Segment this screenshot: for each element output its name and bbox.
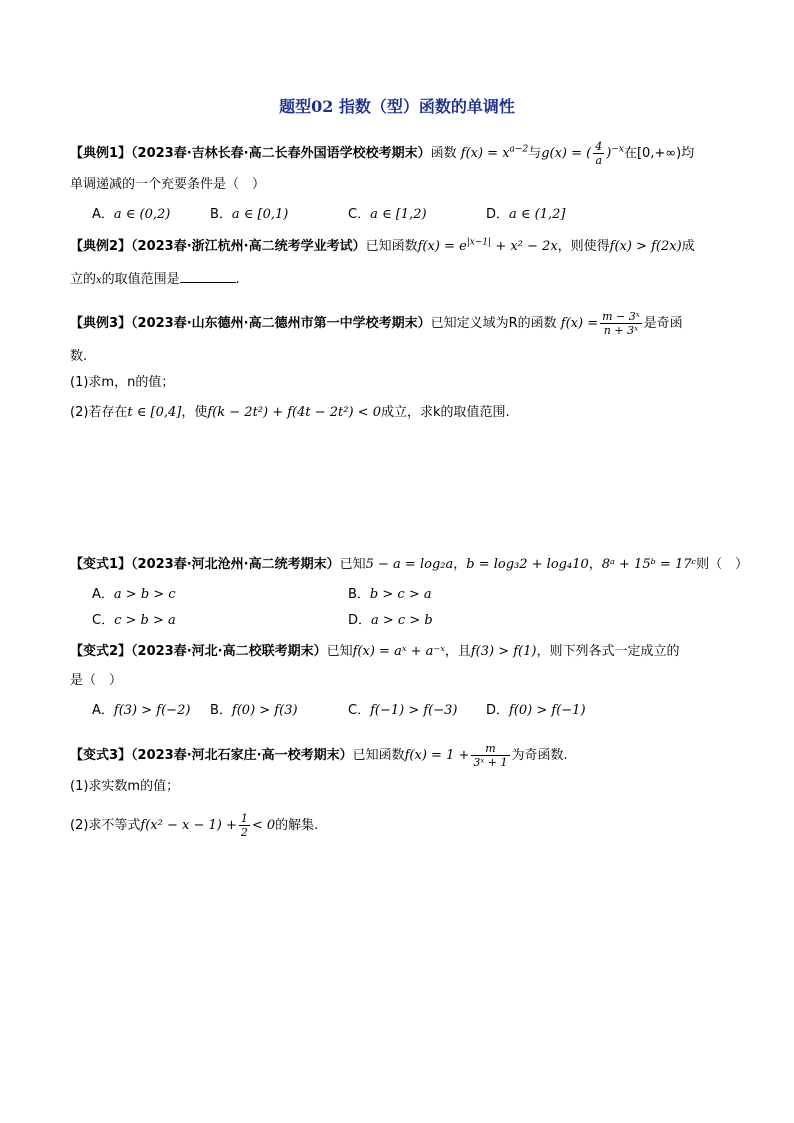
variant-1-pre: 已知 bbox=[339, 557, 366, 572]
variant-3-label: 【变式3】 bbox=[70, 748, 132, 763]
example-2-label: 【典例2】 bbox=[70, 239, 132, 254]
variant-1-label: 【变式1】 bbox=[70, 557, 132, 572]
option-text: f(3) > f(−2) bbox=[113, 703, 191, 718]
example-3-question-1: (1)求m，n的值； bbox=[70, 375, 175, 390]
variant-3-q2-den: 2 bbox=[240, 826, 248, 839]
variant-1-option-c bbox=[92, 612, 176, 630]
example-2-f: f(x) = e bbox=[417, 239, 467, 254]
variant-2-option-c bbox=[348, 702, 457, 720]
example-1-line-2: 单调递减的一个充要条件是（ ） bbox=[70, 177, 266, 192]
variant-1-eq-2: b = log₃2 + log₄10 bbox=[466, 557, 589, 572]
example-2-line2-post: 的取值范围是 bbox=[101, 272, 180, 287]
example-3-label: 【典例3】 bbox=[70, 316, 132, 331]
variant-3-q2-pre: (2)求不等式 bbox=[70, 818, 141, 833]
variant-3-pre: 已知函数 bbox=[352, 748, 405, 763]
example-1-g-exp: −x bbox=[611, 144, 624, 155]
example-2-mid: ，则使得 bbox=[557, 239, 610, 254]
variant-2-pre: 已知 bbox=[326, 644, 353, 659]
example-3-question-2 bbox=[70, 404, 510, 422]
option-text: b > c > a bbox=[369, 587, 432, 602]
variant-3-tail: 为奇函数. bbox=[511, 748, 568, 763]
option-letter: D． bbox=[486, 207, 510, 222]
variant-3-fraction bbox=[471, 742, 509, 769]
variant-2-line-1 bbox=[70, 643, 679, 661]
option-text: a ∈ [1,2) bbox=[370, 207, 427, 222]
example-3-source: （2023春·山东德州·高二德州市第一中学校考期末） bbox=[131, 316, 431, 331]
variant-1-tail: 则（ ） bbox=[696, 557, 749, 572]
variant-3-q2-num: 1 bbox=[240, 812, 248, 825]
example-2-f-exp: |x−1| bbox=[466, 237, 492, 248]
example-3-line-1 bbox=[70, 310, 683, 337]
variant-3-line-1 bbox=[70, 742, 568, 769]
example-1-tail: 在[0,+∞)均 bbox=[623, 146, 695, 161]
example-3-q2-tail: 成立，求k的取值范围. bbox=[380, 405, 510, 420]
example-3-f: f(x) = bbox=[560, 316, 599, 331]
example-3-line-2: 数. bbox=[70, 349, 88, 364]
option-text: c > b > a bbox=[114, 613, 176, 628]
example-3-tail: 是奇函 bbox=[643, 316, 683, 331]
example-2-source: （2023春·浙江杭州·高二统考学业考试） bbox=[131, 239, 366, 254]
variant-2-tail: ，则下列各式一定成立的 bbox=[536, 644, 680, 659]
example-1-g-num: 4 bbox=[595, 140, 603, 153]
example-1-option-d bbox=[486, 206, 565, 224]
option-letter: A． bbox=[92, 207, 114, 222]
example-2-var: x bbox=[96, 275, 102, 286]
example-2-pre: 已知函数 bbox=[365, 239, 418, 254]
variant-1-sep-2: ， bbox=[588, 557, 602, 572]
example-1-mid: 与 bbox=[528, 146, 542, 161]
example-1-g-den: a bbox=[593, 153, 604, 167]
example-2-ineq: f(x) > f(2x) bbox=[609, 239, 682, 254]
variant-1-option-a bbox=[92, 586, 176, 604]
variant-1-option-b bbox=[348, 586, 432, 604]
example-3-q2-pre: (2)若存在 bbox=[70, 405, 128, 420]
variant-2-option-d bbox=[486, 702, 586, 720]
option-letter: C． bbox=[348, 207, 371, 222]
example-3-num: m − 3ˣ bbox=[602, 310, 640, 323]
variant-2-option-b bbox=[210, 702, 298, 720]
variant-3-question-2 bbox=[70, 812, 318, 839]
variant-1-option-d bbox=[348, 612, 433, 630]
example-2-line2-pre: 立的 bbox=[70, 272, 97, 287]
example-2-line-1 bbox=[70, 238, 695, 256]
option-letter: D． bbox=[348, 613, 372, 628]
variant-2-label: 【变式2】 bbox=[70, 644, 132, 659]
option-text: a ∈ [0,1) bbox=[231, 207, 289, 222]
variant-3-den: 3ˣ + 1 bbox=[473, 756, 508, 769]
example-1-source: （2023春·吉林长春·高二长春外国语学校校考期末） bbox=[131, 146, 431, 161]
example-1-pre: 函数 bbox=[430, 146, 457, 161]
option-letter: A． bbox=[92, 703, 114, 718]
example-3-fraction bbox=[600, 310, 642, 337]
variant-2-f: f(x) = aˣ + a⁻ˣ bbox=[352, 644, 445, 659]
option-letter: A． bbox=[92, 587, 114, 602]
option-letter: B． bbox=[210, 207, 232, 222]
variant-3-q2-expr: f(x² − x − 1) + bbox=[140, 818, 237, 833]
example-1-option-b bbox=[210, 206, 288, 224]
variant-1-eq-1: 5 − a = log₂a bbox=[365, 557, 454, 572]
example-1-option-c bbox=[348, 206, 427, 224]
variant-2-option-a bbox=[92, 702, 190, 720]
option-letter: C． bbox=[92, 613, 115, 628]
example-1-g-fraction bbox=[593, 140, 604, 167]
example-3-den: n + 3ˣ bbox=[600, 323, 642, 337]
option-letter: B． bbox=[210, 703, 232, 718]
variant-3-q2-fraction bbox=[239, 812, 250, 839]
example-3-q2-set: t ∈ [0,4] bbox=[127, 405, 182, 420]
answer-blank bbox=[180, 270, 236, 283]
variant-3-num: m bbox=[485, 742, 496, 755]
variant-1-line-1 bbox=[70, 556, 748, 574]
option-text: a ∈ (1,2] bbox=[509, 207, 566, 222]
option-text: a > c > b bbox=[371, 613, 433, 628]
variant-1-source: （2023春·河北沧州·高二统考期末） bbox=[131, 557, 340, 572]
variant-3-q2-tail: 的解集. bbox=[275, 818, 319, 833]
option-letter: D． bbox=[486, 703, 510, 718]
page-title: 题型02 指数（型）函数的单调性 bbox=[279, 97, 515, 116]
example-3-pre: 已知定义域为R的函数 bbox=[430, 316, 557, 331]
option-letter: C． bbox=[348, 703, 371, 718]
variant-2-line-2: 是（ ） bbox=[70, 673, 123, 688]
example-3-q2-mid: ，使 bbox=[181, 405, 208, 420]
option-text: f(−1) > f(−3) bbox=[370, 703, 458, 718]
variant-3-question-1: (1)求实数m的值； bbox=[70, 779, 180, 794]
example-1-option-a bbox=[92, 206, 170, 224]
variant-2-cond: f(3) > f(1) bbox=[470, 644, 537, 659]
example-1-label: 【典例1】 bbox=[70, 146, 132, 161]
variant-2-mid: ，且 bbox=[444, 644, 471, 659]
example-2-line2-end: . bbox=[235, 272, 240, 287]
option-text: a ∈ (0,2) bbox=[113, 207, 171, 222]
example-3-q2-expr: f(k − 2t²) + f(4t − 2t²) < 0 bbox=[207, 405, 381, 420]
example-1-f-exp: a−2 bbox=[509, 144, 529, 155]
variant-3-f: f(x) = 1 + bbox=[404, 748, 470, 763]
example-2-f-rest: + x² − 2x bbox=[491, 239, 558, 254]
variant-1-sep: ， bbox=[453, 557, 467, 572]
option-text: f(0) > f(3) bbox=[231, 703, 298, 718]
variant-2-source: （2023春·河北·高二校联考期末） bbox=[131, 644, 327, 659]
example-1-f: f(x) = x bbox=[460, 146, 510, 161]
variant-3-q2-ineq: < 0 bbox=[251, 818, 276, 833]
option-text: a > b > c bbox=[113, 587, 176, 602]
variant-1-eq-3: 8ᵃ + 15ᵇ = 17ᶜ bbox=[601, 557, 697, 572]
example-2-tail: 成 bbox=[681, 239, 695, 254]
option-text: f(0) > f(−1) bbox=[509, 703, 586, 718]
example-1-g-right: ) bbox=[606, 146, 612, 161]
example-1-g-left: g(x) = ( bbox=[541, 146, 592, 161]
example-1-line-1 bbox=[70, 140, 694, 167]
example-2-line-2 bbox=[70, 270, 240, 290]
variant-3-source: （2023春·河北石家庄·高一校考期末） bbox=[131, 748, 353, 763]
option-letter: B． bbox=[348, 587, 370, 602]
